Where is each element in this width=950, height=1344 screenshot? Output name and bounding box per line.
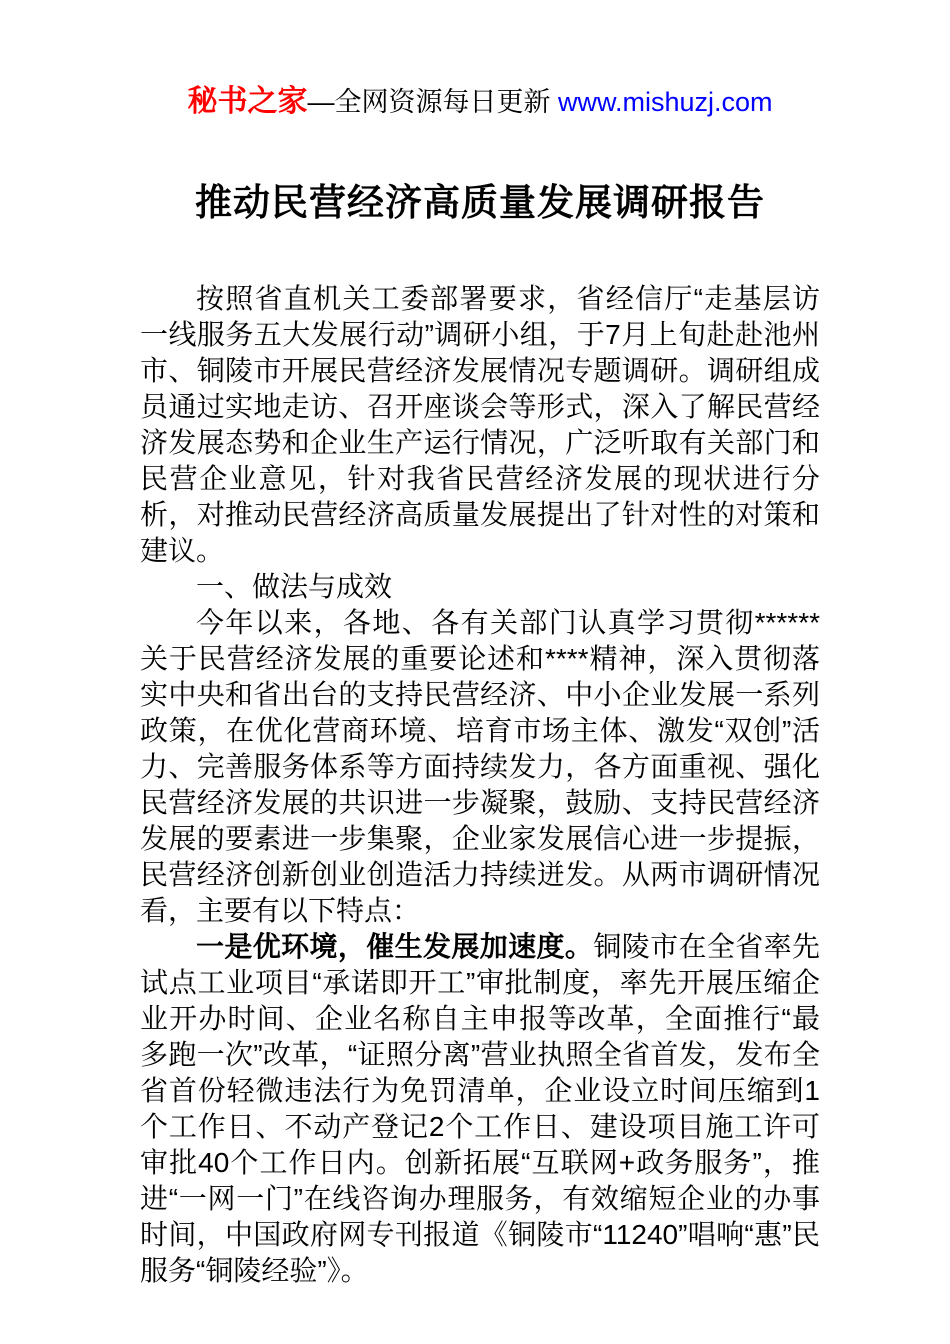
- section-heading-methods-results: 一、做法与成效: [196, 571, 393, 602]
- document-body: [140, 281, 820, 1289]
- paragraph-overview: 今年以来，各地、各有关部门认真学习贯彻******关于民营经济发展的重要论述和****精神，深入贯彻落实中央和省出台的支持民营经济、中小企业发展一系列政策，在优化营商环境、培育市场主体、激发“双创”活力、完善服务体系等方面持续发力，各方面重视、强化民营经济发展的共识进一步凝聚，鼓励、支持民营经济发展的要素进一步集聚，企业家发展信心进一步提振，民营经济创新创业创造活力持续迸发。从两市调研情况看，主要有以下特点：: [140, 607, 820, 926]
- site-header: [140, 86, 820, 118]
- paragraph-point-one-lead: 一是优环境，催生发展加速度。: [196, 931, 594, 962]
- site-brand: 秘书之家: [187, 85, 308, 118]
- paragraph-intro: 按照省直机关工委部署要求，省经信厅“走基层访一线服务五大发展行动”调研小组，于7月上旬赴赴池州市、铜陵市开展民营经济发展情况专题调研。调研组成员通过实地走访、召开座谈会等形式，深入了解民营经济发展态势和企业生产运行情况，广泛听取有关部门和民营企业意见，针对我省民营经济发展的现状进行分析，对推动民营经济高质量发展提出了针对性的对策和建议。: [140, 283, 820, 566]
- site-tagline: —全网资源每日更新: [307, 87, 558, 117]
- paragraph-point-one-body: 铜陵市在全省率先试点工业项目“承诺即开工”审批制度，率先开展压缩企业开办时间、企业名称自主申报等改革，全面推行“最多跑一次”改革，“证照分离”营业执照全省首发，发布全省首份轻微违法行为免罚清单，企业设立时间压缩到1个工作日、不动产登记2个工作日、建设项目施工许可审批40个工作日内。创新拓展“互联网+政务服务”，推进“一网一门”在线咨询办理服务，有效缩短企业的办事时间，中国政府网专刊报道《铜陵市“11240”唱响“惠”民服务“铜陵经验”》。: [140, 931, 820, 1286]
- document-title: 推动民营经济高质量发展调研报告: [195, 182, 765, 223]
- paragraph-point-one: [140, 929, 820, 1289]
- site-url-link[interactable]: www.mishuzj.com: [557, 87, 773, 117]
